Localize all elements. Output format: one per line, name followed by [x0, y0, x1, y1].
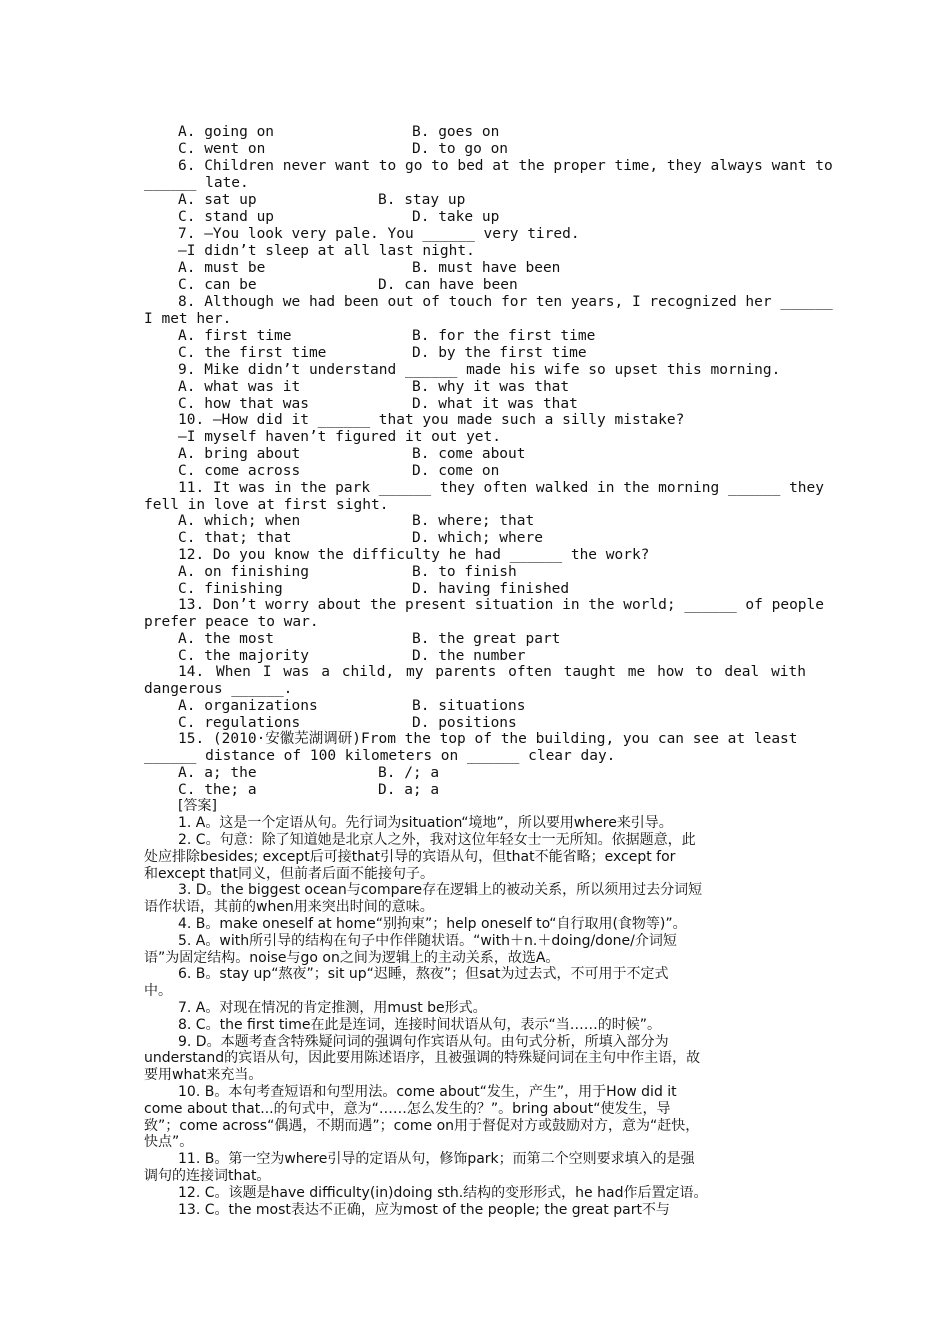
answer-6-cont: 中。: [144, 983, 172, 999]
option-11a: A. which; when: [178, 513, 301, 529]
answer-3-cont: 语作状语，其前的when用来突出时间的意味。: [144, 899, 434, 915]
answer-5: 5. A。with所引导的结构在句子中作伴随状语。“with＋n.＋doing/done/介词短: [178, 933, 677, 949]
question-8-stem-cont: I met her.: [144, 311, 232, 327]
option-9d: D. what it was that: [412, 396, 578, 412]
option-7d: D. can have been: [378, 277, 518, 293]
option-15a: A. a; the: [178, 765, 257, 781]
option-10d: D. come on: [412, 463, 500, 479]
answer-7: 7. A。对现在情况的肯定推测，用must be形式。: [178, 1000, 487, 1016]
option-14b: B. situations: [412, 698, 526, 714]
option-14c: C. regulations: [178, 715, 301, 731]
question-10-stem: 10. —How did it ______ that you made such a silly mistake?: [178, 412, 685, 428]
answer-9-cont: understand的宾语从句，因此要用陈述语序，且被强调的特殊疑问词在主句中作主语，故: [144, 1050, 701, 1066]
answer-12: 12. C。该题是have difficulty(in)doing sth.结构的变形形式，he had作后置定语。: [178, 1185, 708, 1201]
answer-header: [答案]: [178, 798, 217, 814]
option-10c: C. come across: [178, 463, 301, 479]
answer-10-cont: 致”；come across“偶遇，不期而遇”；come on用于督促对方或鼓励对方，意为“赶快，: [144, 1118, 700, 1134]
question-6-stem: 6. Children never want to go to bed at the proper time, they always want to: [178, 158, 833, 174]
question-7-reply: —I didn’t sleep at all last night.: [178, 243, 475, 259]
question-9-stem: 9. Mike didn’t understand ______ made his wife so upset this morning.: [178, 362, 781, 378]
option-10a: A. bring about: [178, 446, 301, 462]
option-6b: B. stay up: [378, 192, 466, 208]
question-10-reply: —I myself haven’t figured it out yet.: [178, 429, 502, 445]
option-7a: A. must be: [178, 260, 266, 276]
option-8d: D. by the first time: [412, 345, 587, 361]
option-11b: B. where; that: [412, 513, 535, 529]
option-12b: B. to finish: [412, 564, 517, 580]
option-12a: A. on finishing: [178, 564, 309, 580]
question-14-stem: 14. When I was a child, my parents often taught me how to deal with: [178, 664, 806, 680]
answer-2: 2. C。句意：除了知道她是北京人之外，我对这位年轻女士一无所知。依据题意，此: [178, 832, 696, 848]
option-7b: B. must have been: [412, 260, 561, 276]
answer-9: 9. D。本题考查含特殊疑问词的强调句作宾语从句。由句式分析，所填入部分为: [178, 1034, 669, 1050]
question-12-stem: 12. Do you know the difficulty he had ______ the work?: [178, 547, 650, 563]
option-10b: B. come about: [412, 446, 526, 462]
answer-9-cont: 要用what来充当。: [144, 1067, 263, 1083]
option-8b: B. for the first time: [412, 328, 596, 344]
option-9a: A. what was it: [178, 379, 301, 395]
option-11d: D. which; where: [412, 530, 543, 546]
question-7-stem: 7. —You look very pale. You ______ very tired.: [178, 226, 580, 242]
option-13b: B. the great part: [412, 631, 561, 647]
option-11c: C. that; that: [178, 530, 292, 546]
answer-13: 13. C。the most表达不正确，应为most of the people; the great part不与: [178, 1202, 670, 1218]
answer-11: 11. B。第一空为where引导的定语从句，修饰park；而第二个空则要求填入的是强: [178, 1151, 695, 1167]
option-15b: B. /; a: [378, 765, 440, 781]
option-5a: A. going on: [178, 124, 275, 140]
option-9b: B. why it was that: [412, 379, 570, 395]
option-14a: A. organizations: [178, 698, 318, 714]
question-15-stem: 15. (2010·安徽芜湖调研)From the top of the building, you can see at least: [178, 731, 798, 747]
question-15-stem-cont: ______ distance of 100 kilometers on ______ clear day.: [144, 748, 616, 764]
option-6c: C. stand up: [178, 209, 275, 225]
question-13-stem-cont: prefer peace to war.: [144, 614, 319, 630]
option-13a: A. the most: [178, 631, 275, 647]
answer-10: 10. B。本句考查短语和句型用法。come about“发生，产生”，用于How did it: [178, 1084, 677, 1100]
option-8c: C. the first time: [178, 345, 327, 361]
option-14d: D. positions: [412, 715, 517, 731]
option-9c: C. how that was: [178, 396, 309, 412]
answer-2-cont: 和except that同义，但前者后面不能接句子。: [144, 866, 434, 882]
option-6a: A. sat up: [178, 192, 257, 208]
option-15c: C. the; a: [178, 782, 257, 798]
question-14-stem-cont: dangerous ______.: [144, 681, 293, 697]
option-7c: C. can be: [178, 277, 257, 293]
answer-2-cont: 处应排除besides; except后可接that引导的宾语从句，但that不能省略；except for: [144, 849, 676, 865]
option-5d: D. to go on: [412, 141, 509, 157]
question-13-stem: 13. Don’t worry about the present situation in the world; ______ of people: [178, 597, 825, 613]
answer-5-cont: 语”为固定结构。noise与go on之间为逻辑上的主动关系，故选A。: [144, 950, 560, 966]
answer-10-cont: 快点”。: [144, 1134, 194, 1150]
option-13c: C. the majority: [178, 648, 309, 664]
option-8a: A. first time: [178, 328, 292, 344]
answer-6: 6. B。stay up“熬夜”；sit up“迟睡，熬夜”；但sat为过去式，不可用于不定式: [178, 966, 669, 982]
answer-1: 1. A。这是一个定语从句。先行词为situation“境地”，所以要用where来引导。: [178, 815, 673, 831]
answer-3: 3. D。the biggest ocean与compare存在逻辑上的被动关系，所以须用过去分词短: [178, 882, 703, 898]
question-11-stem-cont: fell in love at first sight.: [144, 497, 389, 513]
answer-8: 8. C。the first time在此是连词，连接时间状语从句，表示“当……的时候”。: [178, 1017, 661, 1033]
option-6d: D. take up: [412, 209, 500, 225]
answer-11-cont: 调句的连接词that。: [144, 1168, 271, 1184]
answer-10-cont: come about that...的句式中，意为“……怎么发生的？”。bring about“使发生，导: [144, 1101, 671, 1117]
option-13d: D. the number: [412, 648, 526, 664]
question-6-stem-cont: ______ late.: [144, 175, 249, 191]
question-8-stem: 8. Although we had been out of touch for ten years, I recognized her ______: [178, 294, 833, 310]
option-15d: D. a; a: [378, 782, 440, 798]
question-11-stem: 11. It was in the park ______ they often walked in the morning ______ they: [178, 480, 825, 496]
option-12d: D. having finished: [412, 581, 570, 597]
option-5b: B. goes on: [412, 124, 500, 140]
option-5c: C. went on: [178, 141, 266, 157]
option-12c: C. finishing: [178, 581, 283, 597]
answer-4: 4. B。make oneself at home“别拘束”；help oneself to“自行取用(食物等)”。: [178, 916, 687, 932]
